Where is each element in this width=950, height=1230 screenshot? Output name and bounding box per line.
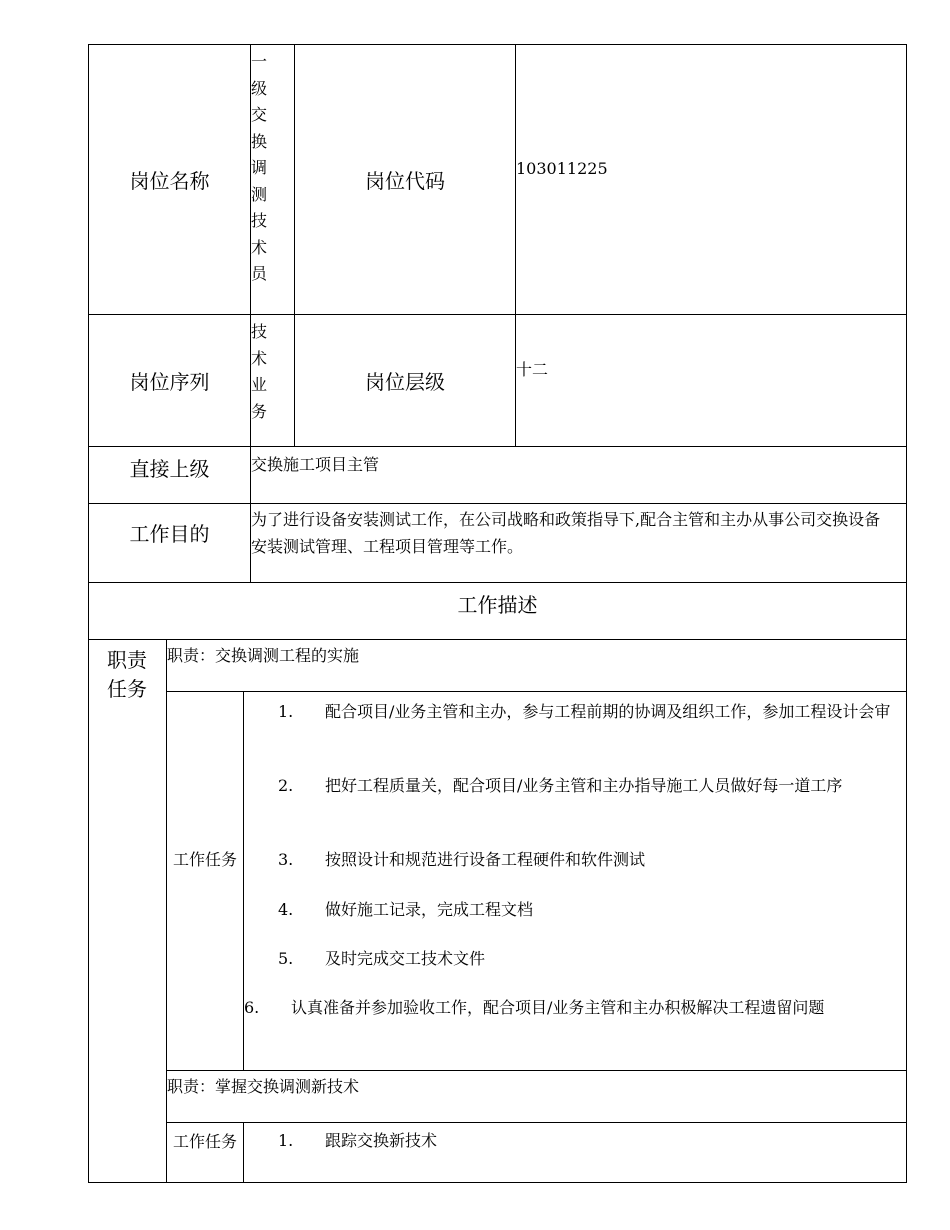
duty-1-task-3: 3. 按照设计和规范进行设备工程硬件和软件测试 [278, 850, 646, 869]
work-purpose-value: 为了进行设备安装测试工作，在公司战略和政策指导下,配合主管和主办从事公司交换设备安装测试管理、工程项目管理等工作。 [251, 510, 881, 556]
duty-1-title: 职责：交换调测工程的实施 [167, 646, 360, 665]
work-purpose-value-cell [250, 503, 907, 583]
duty-1-task-label: 工作任务 [172, 850, 237, 869]
position-code-value-cell [515, 44, 907, 315]
duty-1-task-5: 5. 及时完成交工技术文件 [278, 949, 486, 968]
duty-1-task-1: 1. 配合项目/业务主管和主办，参与工程前期的协调及组织工作，参加工程设计会审 [278, 702, 891, 721]
duty-2-title-cell [166, 1070, 907, 1123]
duty-2-task-label-cell [166, 1122, 244, 1183]
position-sequence-label: 岗位序列 [88, 314, 251, 447]
direct-superior-value: 交换施工项目主管 [251, 455, 380, 474]
position-sequence-value-cell [250, 314, 295, 447]
job-description-table [88, 44, 907, 1183]
direct-superior-label-cell [88, 446, 251, 504]
position-name-label: 岗位名称 [88, 44, 251, 315]
position-code-label: 岗位代码 [294, 44, 516, 315]
direct-superior-label: 直接上级 [129, 457, 210, 481]
duty-task-label: 职责任务 [107, 648, 147, 701]
direct-superior-value-cell [250, 446, 907, 504]
duty-2-tasks-cell [243, 1122, 907, 1183]
duty-1-task-label-cell [166, 691, 244, 1071]
duty-1-task-6: 6. 认真准备并参加验收工作，配合项目/业务主管和主办积极解决工程遗留问题 [244, 998, 825, 1017]
duty-1-tasks-cell [243, 691, 907, 1071]
work-purpose-label: 工作目的 [129, 522, 210, 546]
duty-2-task-1: 1. 跟踪交换新技术 [278, 1131, 438, 1150]
work-description-header-cell [88, 582, 907, 640]
work-description-header: 工作描述 [457, 593, 538, 617]
duty-task-label-cell [88, 639, 167, 1183]
position-sequence-value: 技术业务 [251, 322, 268, 421]
position-level-value: 十二 [516, 360, 549, 379]
position-name-value: 一级交换调测技术员 [251, 52, 268, 283]
position-level-value-cell [515, 314, 907, 447]
duty-1-task-2: 2. 把好工程质量关，配合项目/业务主管和主办指导施工人员做好每一道工序 [278, 776, 843, 795]
duty-1-title-cell [166, 639, 907, 692]
duty-2-title: 职责：掌握交换调测新技术 [167, 1077, 360, 1096]
work-purpose-label-cell [88, 503, 251, 583]
position-code-value: 103011225 [516, 159, 608, 178]
duty-2-task-label: 工作任务 [172, 1132, 237, 1151]
duty-1-task-4: 4. 做好施工记录，完成工程文档 [278, 900, 534, 919]
position-level-label: 岗位层级 [294, 314, 516, 447]
position-name-value-cell [250, 44, 295, 315]
